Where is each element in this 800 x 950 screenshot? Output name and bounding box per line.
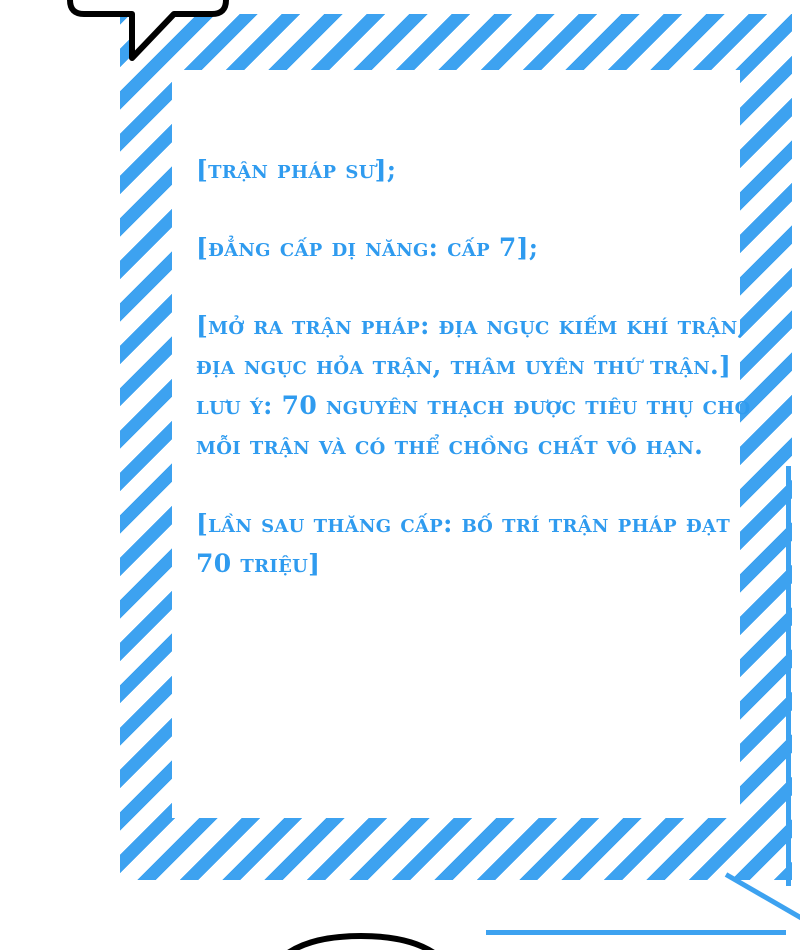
panel-edge-right [786,466,791,886]
status-line-level: [đẳng cấp dị năng: cấp 7]; [196,233,539,262]
status-line-class: [trận pháp sư]; [196,155,397,184]
status-line-next-level: [lần sau thăng cấp: bố trí trận pháp đạt 70 triệu] [196,509,740,578]
status-window-text [196,150,760,584]
speech-bubble-fragment-top [62,0,282,115]
panel-edge-bottom [486,930,786,935]
status-line-skills: [mở ra trận pháp: địa ngục kiếm khí trận, địa ngục hỏa trận, thâm uyên thứ trận.] lưu ý: 70 nguyên thạch được tiêu thụ cho mỗi trận và có thể chồng chất vô hạn. [196,311,760,460]
speech-bubble-fragment-bottom [256,922,466,950]
